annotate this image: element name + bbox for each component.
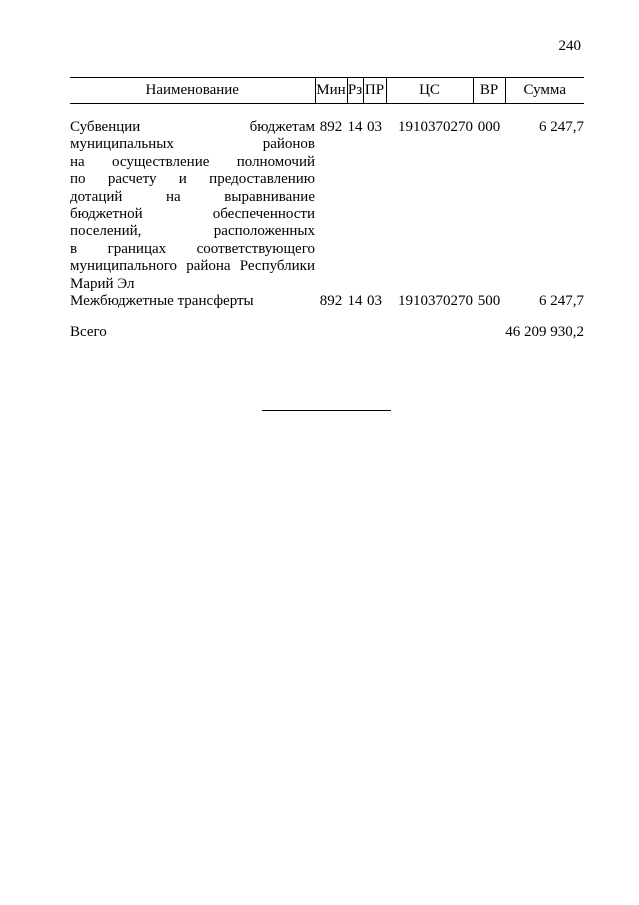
name-line: по расчету и предоставлению — [70, 171, 315, 188]
name-line: Субвенции бюджетам — [70, 119, 315, 135]
header-vr: ВР — [473, 78, 505, 104]
row-name: Межбюджетные трансферты — [70, 293, 254, 310]
row-cs: 1910370270 — [398, 119, 473, 135]
header-sum: Сумма — [505, 78, 584, 104]
name-line: в границах соответствующего — [70, 240, 315, 257]
name-line: на осуществление полномочий — [70, 153, 315, 170]
table-row — [70, 119, 584, 293]
row-vr: 500 — [477, 293, 501, 310]
name-line: дотаций на выравнивание — [70, 188, 315, 205]
header-rz: Рз — [347, 78, 363, 104]
name-line: бюджетной обеспеченности — [70, 206, 315, 223]
budget-table — [70, 77, 584, 342]
end-divider — [262, 410, 391, 411]
name-line: муниципального района Республики — [70, 258, 315, 275]
row-vr: 000 — [477, 119, 501, 135]
row-sum: 6 247,7 — [539, 293, 584, 310]
row-rz: 14 — [347, 293, 363, 310]
row-min: 892 — [319, 119, 343, 135]
name-line-last: Марий Эл — [70, 275, 135, 292]
header-min: Мин — [315, 78, 347, 104]
row-name — [70, 119, 315, 293]
row-rz: 14 — [347, 119, 363, 135]
row-min: 892 — [319, 293, 343, 310]
total-row — [70, 324, 584, 341]
name-line: муниципальных районов — [70, 136, 315, 153]
table-header-row — [70, 78, 584, 104]
row-pr: 03 — [367, 293, 382, 310]
total-label: Всего — [70, 324, 107, 341]
header-pr: ПР — [363, 78, 386, 104]
name-line: поселений, расположенных — [70, 223, 315, 240]
page-number: 240 — [558, 38, 581, 54]
header-cs: ЦС — [386, 78, 473, 104]
header-name: Наименование — [70, 78, 315, 104]
row-pr: 03 — [367, 119, 382, 135]
row-cs: 1910370270 — [398, 293, 473, 310]
total-sum: 46 209 930,2 — [505, 324, 584, 341]
table-row — [70, 293, 584, 310]
row-sum: 6 247,7 — [539, 119, 584, 135]
